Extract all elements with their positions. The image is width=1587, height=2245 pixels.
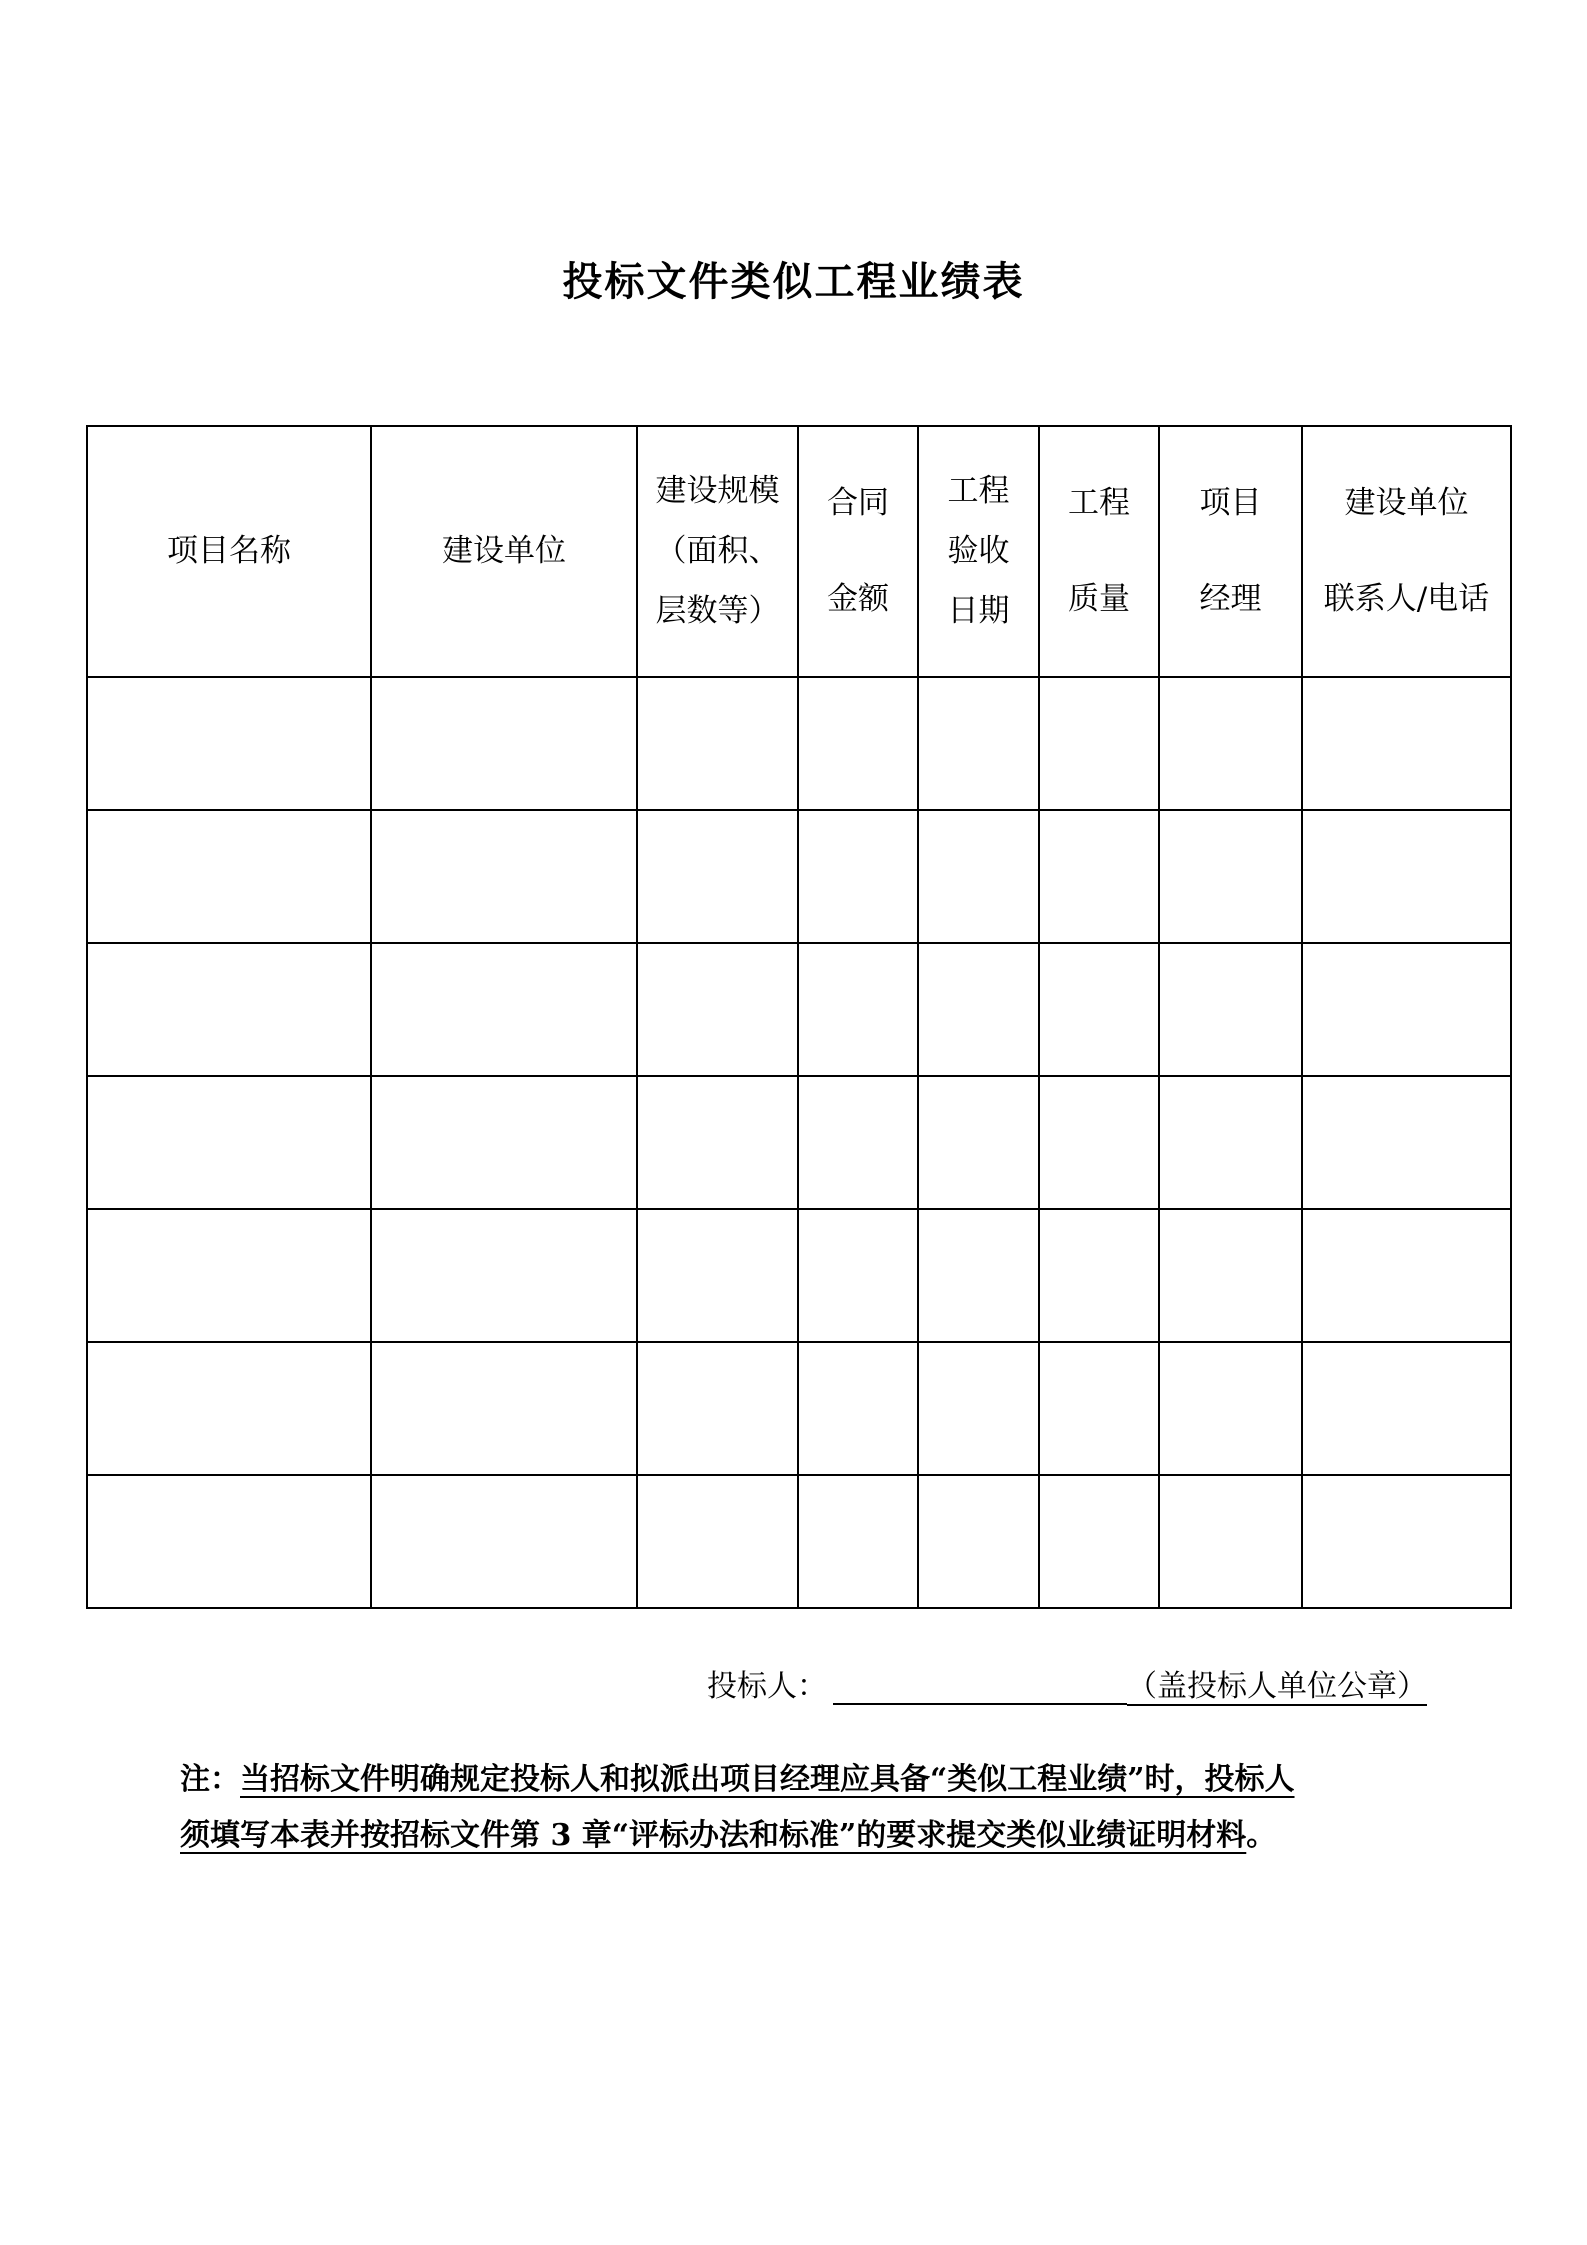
seal-instruction: （盖投标人单位公章）: [1127, 1669, 1427, 1704]
table-cell[interactable]: [1159, 943, 1302, 1076]
table-cell[interactable]: [1039, 677, 1159, 810]
table-row: [87, 677, 1511, 810]
table-cell[interactable]: [87, 677, 371, 810]
table-cell[interactable]: [918, 1209, 1039, 1342]
table-cell[interactable]: [798, 1475, 918, 1608]
table-cell[interactable]: [87, 1475, 371, 1608]
table-row: [87, 1209, 1511, 1342]
table-cell[interactable]: [371, 1076, 637, 1209]
table-cell[interactable]: [637, 1475, 798, 1608]
table-cell[interactable]: [637, 1342, 798, 1475]
table-cell[interactable]: [918, 1475, 1039, 1608]
table-cell[interactable]: [637, 943, 798, 1076]
note-line-1: 当招标文件明确规定投标人和拟派出项目经理应具备“类似工程业绩”时，投标人: [240, 1762, 1295, 1797]
note-suffix: 。: [1246, 1818, 1277, 1853]
table-row: [87, 1076, 1511, 1209]
table-cell[interactable]: [1302, 943, 1511, 1076]
table-cell[interactable]: [371, 943, 637, 1076]
header-project-manager: 项目 经理: [1159, 426, 1302, 677]
table-cell[interactable]: [371, 1209, 637, 1342]
table-cell[interactable]: [1302, 1475, 1511, 1608]
table-cell[interactable]: [918, 810, 1039, 943]
table-cell[interactable]: [1039, 1076, 1159, 1209]
table-cell[interactable]: [798, 810, 918, 943]
table-cell[interactable]: [1159, 1342, 1302, 1475]
note-line-2: 须填写本表并按招标文件第 3 章“评标办法和标准”的要求提交类似业绩证明材料: [180, 1818, 1247, 1853]
note-prefix: 注：: [180, 1762, 240, 1797]
bidder-label: 投标人：: [707, 1669, 827, 1704]
table-cell[interactable]: [918, 1076, 1039, 1209]
table-cell[interactable]: [1302, 1209, 1511, 1342]
header-contract-amount: 合同 金额: [798, 426, 918, 677]
table-cell[interactable]: [87, 1209, 371, 1342]
table-cell[interactable]: [637, 810, 798, 943]
header-project-name: 项目名称: [87, 426, 371, 677]
table-header-row: [87, 426, 1511, 677]
table-cell[interactable]: [798, 1076, 918, 1209]
header-acceptance-date: 工程 验收 日期: [918, 426, 1039, 677]
table-cell[interactable]: [1302, 1076, 1511, 1209]
table-cell[interactable]: [1302, 1342, 1511, 1475]
table-cell[interactable]: [371, 1475, 637, 1608]
table-cell[interactable]: [1159, 1209, 1302, 1342]
table-cell[interactable]: [1039, 810, 1159, 943]
table-cell[interactable]: [1302, 677, 1511, 810]
table-cell[interactable]: [1159, 810, 1302, 943]
table-cell[interactable]: [637, 1076, 798, 1209]
table-cell[interactable]: [1302, 810, 1511, 943]
table-cell[interactable]: [87, 810, 371, 943]
table-cell[interactable]: [918, 943, 1039, 1076]
similar-projects-table: [86, 425, 1512, 1609]
table-cell[interactable]: [637, 677, 798, 810]
table-cell[interactable]: [918, 677, 1039, 810]
bidder-signature-line: [707, 1661, 1427, 1704]
table-row: [87, 1342, 1511, 1475]
bidder-blank-field[interactable]: [833, 1671, 1127, 1705]
table-cell[interactable]: [1159, 1076, 1302, 1209]
table-cell[interactable]: [87, 943, 371, 1076]
table-cell[interactable]: [1159, 1475, 1302, 1608]
page-title: 投标文件类似工程业绩表: [562, 259, 1025, 305]
table-cell[interactable]: [798, 943, 918, 1076]
table-cell[interactable]: [1039, 943, 1159, 1076]
table-row: [87, 943, 1511, 1076]
table-row: [87, 810, 1511, 943]
table-cell[interactable]: [1039, 1342, 1159, 1475]
table-cell[interactable]: [371, 810, 637, 943]
table-cell[interactable]: [371, 677, 637, 810]
table-cell[interactable]: [1159, 677, 1302, 810]
table-cell[interactable]: [1039, 1209, 1159, 1342]
table-cell[interactable]: [798, 1342, 918, 1475]
header-owner-unit: 建设单位: [371, 426, 637, 677]
table-cell[interactable]: [87, 1342, 371, 1475]
table-cell[interactable]: [798, 1209, 918, 1342]
table-cell[interactable]: [87, 1076, 371, 1209]
table-cell[interactable]: [371, 1342, 637, 1475]
footnote: [180, 1752, 1425, 1864]
table-cell[interactable]: [637, 1209, 798, 1342]
header-construction-scale: 建设规模 （面积、 层数等）: [637, 426, 798, 677]
header-owner-contact: 建设单位 联系人/电话: [1302, 426, 1511, 677]
table-row: [87, 1475, 1511, 1608]
table-cell[interactable]: [918, 1342, 1039, 1475]
table-cell[interactable]: [798, 677, 918, 810]
header-quality: 工程 质量: [1039, 426, 1159, 677]
table-cell[interactable]: [1039, 1475, 1159, 1608]
